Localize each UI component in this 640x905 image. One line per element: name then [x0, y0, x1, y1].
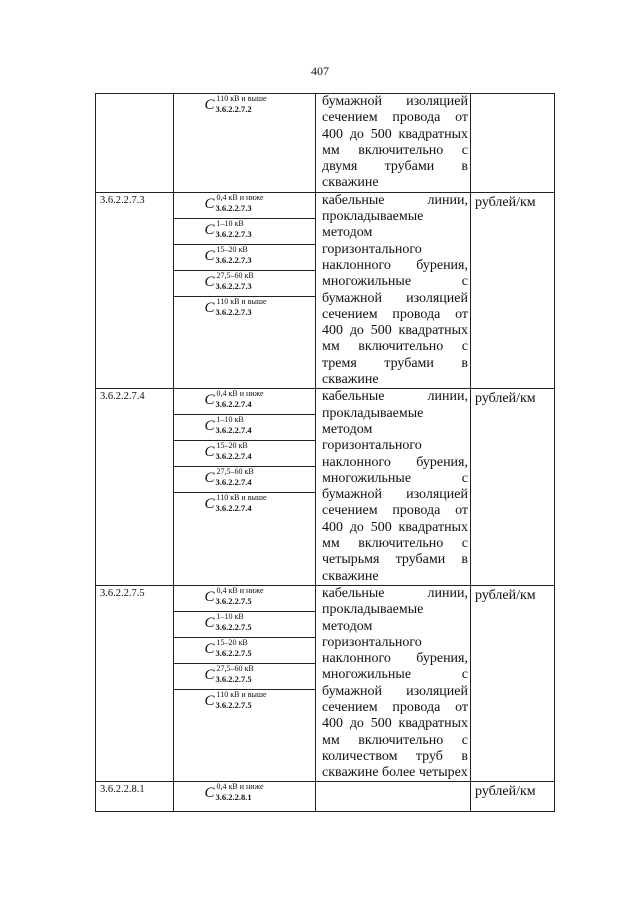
rate-symbol-letter: C	[204, 418, 215, 435]
description-line: бумажной изоляцией	[322, 290, 468, 306]
description-line: горизонтального	[322, 634, 422, 650]
rate-index: 3.6.2.2.7.5	[215, 595, 252, 606]
rate-index: 3.6.2.2.7.2	[215, 104, 252, 114]
rate-symbol-letter: C	[204, 273, 215, 290]
rate-symbol-letter: C	[204, 666, 215, 683]
rate-variable	[174, 782, 315, 808]
rate-symbol	[204, 468, 284, 488]
description-line: прокладываемые	[322, 602, 424, 618]
description-line: бумажной изоляцией	[322, 487, 468, 503]
rate-variable	[174, 467, 315, 493]
description-line: многожильные с	[322, 274, 468, 290]
description-line: наклонного бурения,	[322, 651, 468, 667]
description-line: скважине	[322, 372, 379, 388]
description-line: четырьмя трубами в	[322, 552, 468, 568]
table-row	[96, 585, 555, 782]
description-line: методом	[322, 421, 373, 437]
description-line: 400 до 500 квадратных	[322, 716, 468, 732]
rate-symbol-letter: C	[204, 588, 215, 605]
rate-index: 3.6.2.2.7.5	[215, 621, 252, 632]
rate-symbol-letter: C	[204, 496, 215, 513]
rate-index: 3.6.2.2.7.4	[215, 477, 252, 488]
description-line: 400 до 500 квадратных	[322, 126, 468, 142]
description-line: кабельные линии,	[322, 192, 468, 208]
rate-symbol	[204, 442, 284, 462]
description-line: прокладываемые	[322, 209, 424, 225]
rate-symbol-letter: C	[204, 640, 215, 657]
description-cell	[316, 782, 471, 812]
voltage-class: 0,4 кВ и ниже	[216, 192, 264, 202]
table-row	[96, 94, 555, 193]
description-line: горизонтального	[322, 241, 422, 257]
rate-variables-cell	[174, 585, 316, 782]
rate-variable	[174, 271, 315, 297]
unit-cell: рублей/км	[471, 585, 555, 782]
rate-index: 3.6.2.2.7.5	[215, 699, 252, 710]
unit-cell: рублей/км	[471, 782, 555, 812]
rate-symbol-letter: C	[204, 97, 215, 113]
voltage-class: 27,5–60 кВ	[216, 270, 254, 280]
rate-variable	[174, 493, 315, 519]
voltage-class: 0,4 кВ и ниже	[216, 389, 264, 399]
description-line: 400 до 500 квадратных	[322, 519, 468, 535]
voltage-class: 1–10 кВ	[216, 415, 244, 425]
rate-symbol-letter: C	[204, 692, 215, 709]
rate-variable	[174, 297, 315, 323]
description-line: сечением провода от	[322, 306, 468, 322]
rates-table	[95, 93, 555, 812]
rate-symbol-letter: C	[204, 247, 215, 264]
rate-index: 3.6.2.2.7.4	[215, 399, 252, 410]
description-line: мм включительно с	[322, 339, 468, 355]
rate-index: 3.6.2.2.7.3	[215, 202, 252, 213]
description-cell	[316, 585, 471, 782]
rate-symbol-letter: C	[204, 221, 215, 238]
description-line: кабельные линии,	[322, 389, 468, 405]
description-line: мм включительно с	[322, 536, 468, 552]
rate-symbol	[204, 272, 284, 292]
voltage-class: 1–10 кВ	[216, 611, 244, 621]
tariff-code: 3.6.2.2.7.3	[96, 192, 174, 389]
rate-symbol	[204, 194, 284, 214]
table-row	[96, 192, 555, 389]
rate-symbol-letter: C	[204, 392, 215, 409]
rate-variable	[174, 586, 315, 612]
rate-symbol	[204, 639, 284, 659]
description-line: количеством труб в	[322, 748, 468, 764]
rate-variable	[174, 638, 315, 664]
rate-symbol	[204, 783, 284, 803]
rate-symbol-letter: C	[204, 614, 215, 631]
voltage-class: 15–20 кВ	[216, 441, 248, 451]
rate-variable	[174, 94, 315, 120]
description-line: наклонного бурения,	[322, 454, 468, 470]
rate-variables-cell	[174, 94, 316, 193]
table-row	[96, 782, 555, 812]
voltage-class: 15–20 кВ	[216, 244, 248, 254]
rate-index: 3.6.2.2.8.1	[215, 792, 252, 803]
rate-variable	[174, 193, 315, 219]
description-line: мм включительно с	[322, 142, 468, 158]
rate-variable	[174, 415, 315, 441]
rate-variables-cell	[174, 389, 316, 586]
rate-symbol	[204, 665, 284, 685]
description-line: наклонного бурения,	[322, 257, 468, 273]
unit-cell: рублей/км	[471, 192, 555, 389]
description-line: мм включительно с	[322, 732, 468, 748]
rate-variable	[174, 245, 315, 271]
rate-index: 3.6.2.2.7.3	[215, 280, 252, 291]
description-line: бумажной изоляцией	[322, 683, 468, 699]
rate-symbol-letter: C	[204, 444, 215, 461]
description-line: скважине	[322, 568, 379, 584]
rate-index: 3.6.2.2.7.3	[215, 228, 252, 239]
description-line: сечением провода от	[322, 110, 468, 126]
table-row	[96, 389, 555, 586]
tariff-code: 3.6.2.2.7.4	[96, 389, 174, 586]
rate-variables-cell	[174, 782, 316, 812]
rate-variables-cell	[174, 192, 316, 389]
rate-symbol	[204, 390, 284, 410]
rate-index: 3.6.2.2.7.3	[215, 306, 252, 317]
rate-symbol	[204, 613, 284, 633]
description-cell	[316, 94, 471, 193]
rate-symbol-letter: C	[204, 299, 215, 316]
rate-symbol	[204, 246, 284, 266]
voltage-class: 110 кВ и выше	[216, 296, 267, 306]
description-line: методом	[322, 225, 373, 241]
rate-symbol	[204, 691, 284, 711]
rate-index: 3.6.2.2.7.3	[215, 254, 252, 265]
rate-symbol-letter: C	[204, 470, 215, 487]
description-line: прокладываемые	[322, 405, 424, 421]
voltage-class: 0,4 кВ и ниже	[216, 585, 264, 595]
description-line: 400 до 500 квадратных	[322, 323, 468, 339]
tariff-code: 3.6.2.2.8.1	[96, 782, 174, 812]
voltage-class: 15–20 кВ	[216, 637, 248, 647]
rate-symbol-letter: C	[204, 785, 215, 802]
voltage-class: 110 кВ и выше	[216, 94, 267, 103]
rate-variable	[174, 612, 315, 638]
description-line: многожильные с	[322, 667, 468, 683]
rate-index: 3.6.2.2.7.4	[215, 451, 252, 462]
rate-symbol-letter: C	[204, 195, 215, 212]
rate-index: 3.6.2.2.7.5	[215, 673, 252, 684]
rate-index: 3.6.2.2.7.4	[215, 425, 252, 436]
tariff-code: 3.6.2.2.7.5	[96, 585, 174, 782]
description-line: методом	[322, 618, 373, 634]
description-line: скважине	[322, 175, 379, 191]
voltage-class: 1–10 кВ	[216, 218, 244, 228]
description-line: сечением провода от	[322, 699, 468, 715]
description-line: горизонтального	[322, 438, 422, 454]
rate-symbol	[204, 220, 284, 240]
description-line: скважине более четырех	[322, 765, 468, 781]
rate-variable	[174, 389, 315, 415]
voltage-class: 27,5–60 кВ	[216, 467, 254, 477]
description-line: двумя трубами в	[322, 159, 468, 175]
unit-cell	[471, 94, 555, 193]
voltage-class: 110 кВ и выше	[216, 689, 267, 699]
description-cell	[316, 389, 471, 586]
description-line: тремя трубами в	[322, 355, 468, 371]
rate-variable	[174, 690, 315, 716]
rate-symbol	[204, 494, 284, 514]
page-number: 407	[311, 64, 329, 78]
description-line: бумажной изоляцией	[322, 94, 468, 109]
description-line: многожильные с	[322, 470, 468, 486]
rate-symbol	[204, 587, 284, 607]
rate-symbol	[204, 298, 284, 318]
tariff-code	[96, 94, 174, 193]
rate-index: 3.6.2.2.7.4	[215, 503, 252, 514]
unit-cell: рублей/км	[471, 389, 555, 586]
voltage-class: 27,5–60 кВ	[216, 663, 254, 673]
rate-symbol	[204, 416, 284, 436]
rate-variable	[174, 441, 315, 467]
description-line: кабельные линии,	[322, 585, 468, 601]
rate-variable	[174, 664, 315, 690]
rate-index: 3.6.2.2.7.5	[215, 647, 252, 658]
description-cell	[316, 192, 471, 389]
voltage-class: 0,4 кВ и ниже	[216, 782, 264, 792]
voltage-class: 110 кВ и выше	[216, 493, 267, 503]
description-line: сечением провода от	[322, 503, 468, 519]
rate-variable	[174, 219, 315, 245]
rate-symbol	[204, 95, 284, 115]
